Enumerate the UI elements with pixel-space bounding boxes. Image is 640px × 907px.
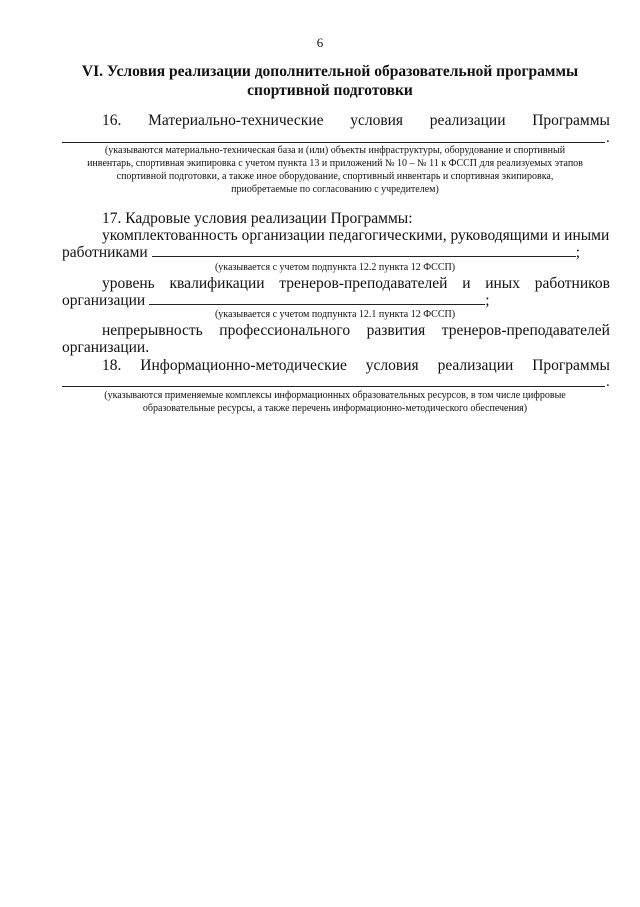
qual-word: работников	[534, 275, 610, 292]
qual-end: ;	[485, 292, 490, 309]
item-18-note	[70, 389, 600, 415]
item-18-note-line: образовательные ресурсы, а также перечень информационно-методического обеспечения)	[142, 403, 528, 414]
item-16-note	[70, 144, 600, 196]
item-16-word: Материально-технические	[148, 112, 324, 129]
item-16-fill-line	[62, 142, 605, 143]
qual-word: уровень	[102, 275, 155, 292]
staffing-end: ;	[575, 244, 581, 261]
staffing-cont-text: работниками	[62, 244, 148, 261]
staffing-continuation	[62, 244, 610, 262]
development-continuation: организации.	[62, 339, 150, 356]
item-16-word: условия	[350, 112, 404, 129]
section-title-line-2: спортивной подготовки	[247, 82, 413, 99]
page-number: 6	[316, 35, 324, 50]
item-18-end-mark: .	[606, 374, 610, 390]
qualification-note: (указывается с учетом подпункта 12.1 пункта 12 ФССП)	[214, 309, 456, 320]
development-line	[102, 322, 610, 340]
staffing-blank	[152, 244, 576, 257]
item-17-heading: 17. Кадровые условия реализации Программы:	[102, 210, 413, 227]
dev-word: тренеров-преподавателей	[441, 322, 610, 339]
item-18-number: 18.	[102, 357, 122, 374]
section-title-line-1: VI. Условия реализации дополнительной образовательной программы	[81, 63, 579, 80]
item-18-fill-line	[62, 386, 605, 387]
staffing-line	[102, 227, 610, 245]
item-18-word: Программы	[532, 357, 610, 374]
dev-word: профессионального	[219, 322, 351, 339]
qual-word: квалификации	[169, 275, 265, 292]
item-16-note-line: инвентарь, спортивная экипировка с учетом пункта 13 и приложений № 10 – № 11 к ФССП для реализуемых этапов	[87, 158, 583, 169]
dev-word: непрерывность	[102, 322, 203, 339]
item-16-end-mark: .	[606, 130, 610, 146]
item-16-word: Программы	[532, 112, 610, 129]
item-18-note-line: (указываются применяемые комплексы информационных образовательных ресурсов, в том числе цифровые	[104, 390, 566, 401]
item-16-number: 16.	[102, 112, 122, 129]
item-16-note-line: спортивной подготовки, а также иное оборудование, спортивный инвентарь и спортивная экипировка,	[116, 171, 554, 182]
staffing-text: укомплектованность организации педагогическими, руководящими и иными	[102, 227, 610, 244]
item-16-word: реализации	[429, 112, 506, 129]
item-16-note-line: приобретаемые по согласованию с учредителем)	[231, 184, 439, 195]
item-18-word: Информационно-методические	[140, 357, 347, 374]
qual-cont-text: организации	[62, 292, 146, 309]
item-18-word: условия	[365, 357, 419, 374]
qualification-line	[102, 275, 610, 293]
item-18-word: реализации	[437, 357, 514, 374]
item-18-heading	[102, 357, 610, 375]
item-16-note-line: (указываются материально-техническая база и (или) объекты инфраструктуры, оборудование и спортивный	[104, 145, 566, 156]
qual-word: иных	[485, 275, 520, 292]
staffing-note: (указывается с учетом подпункта 12.2 пункта 12 ФССП)	[214, 262, 456, 273]
qual-word: тренеров-преподавателей	[279, 275, 448, 292]
dev-word: развития	[366, 322, 426, 339]
qual-word: и	[462, 275, 471, 292]
item-16-heading	[102, 112, 610, 130]
qualification-blank	[149, 292, 485, 305]
